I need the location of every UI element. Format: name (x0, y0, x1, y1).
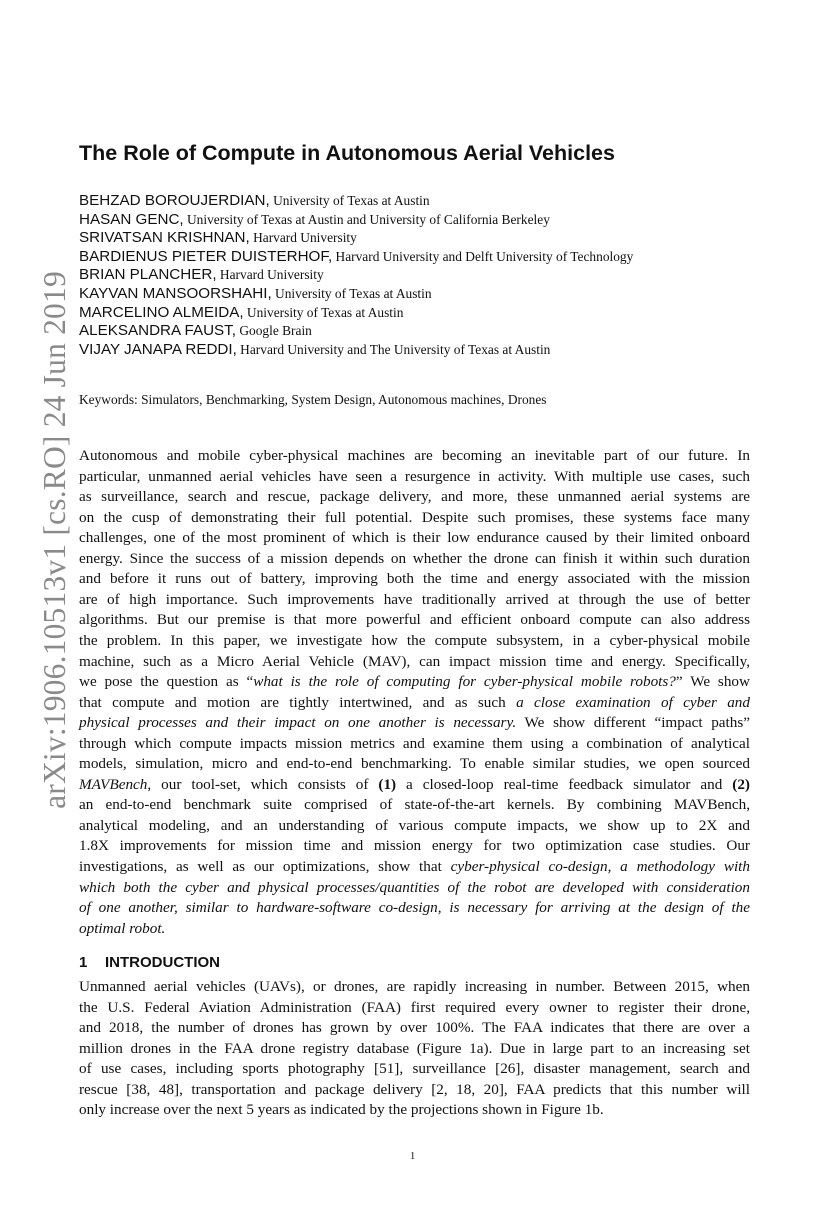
abstract-text: as surveillance, search and rescue, package delivery, and more, these unmanned aerial systems are (79, 488, 750, 506)
keywords: Keywords: Simulators, Benchmarking, System Design, Autonomous machines, Drones (79, 392, 547, 407)
abstract-line (79, 652, 750, 672)
abstract-line (79, 836, 750, 856)
author-affiliation: Harvard University and The University of Texas at Austin (236, 341, 551, 357)
abstract-text: , our tool-set, which consists of (147, 775, 379, 793)
abstract-line (79, 919, 750, 939)
abstract-line (79, 816, 750, 836)
abstract-text: (1) (378, 775, 397, 793)
author-entry (79, 285, 633, 304)
abstract-text: MAVBench (79, 775, 148, 793)
abstract-line (79, 528, 750, 548)
page-number: 1 (410, 1151, 416, 1162)
abstract-text: what is the role of computing for cyber-physical mobile robots? (253, 673, 676, 691)
abstract-text: Autonomous and mobile cyber-physical machines are becoming an inevitable part of our future. In (79, 447, 750, 464)
intro-line: of use cases, including sports photography [51], surveillance [26], disaster management, search and (79, 1060, 750, 1078)
section-number: 1 (79, 954, 88, 971)
abstract-text: models, simulation, micro and end-to-end benchmarking. To enable similar studies, we open sourced (79, 755, 750, 773)
abstract-text: ” We show (675, 673, 750, 691)
author-entry (79, 266, 633, 285)
abstract-text: on the cusp of demonstrating their full potential. Despite such promises, these systems face many (79, 508, 750, 526)
abstract-line (79, 569, 750, 589)
author-entry (79, 304, 633, 323)
abstract-line (79, 795, 750, 815)
author-name: ALEKSANDRA FAUST, (79, 322, 236, 340)
author-affiliation: Harvard University and Delft University of Technology (332, 248, 634, 264)
author-entry (79, 229, 633, 248)
abstract-text: which both the cyber and physical processes/quantities of the robot are developed with consideration (79, 878, 750, 896)
abstract-line (79, 857, 750, 877)
abstract-text: physical processes and their impact on one another is necessary. (79, 714, 517, 732)
author-affiliation: University of Texas at Austin (243, 304, 404, 320)
author-entry (79, 192, 633, 211)
abstract-text: (2) (732, 775, 750, 793)
author-affiliation: Harvard University (216, 267, 324, 283)
author-name: BARDIENUS PIETER DUISTERHOF, (79, 247, 333, 265)
author-affiliation: University of Texas at Austin and University of California Berkeley (183, 211, 550, 227)
abstract-line (79, 467, 750, 487)
abstract-text: that compute and motion are tightly intertwined, and as such (79, 693, 517, 711)
abstract-line (79, 508, 750, 528)
intro-line: Unmanned aerial vehicles (UAVs), or drones, are rapidly increasing in number. Between 2015, when (79, 978, 750, 995)
author-name: HASAN GENC, (79, 210, 184, 228)
abstract-text: optimal robot. (79, 919, 166, 937)
author-affiliation: University of Texas at Austin (269, 193, 430, 208)
arxiv-identifier: arXiv:1906.10513v1 [cs.RO] 24 Jun 2019 (37, 271, 72, 809)
intro-line: million drones in the FAA drone registry database (Figure 1a). Due in large part to an increasing set (79, 1039, 750, 1057)
section-title: INTRODUCTION (105, 954, 220, 971)
abstract-text: We show different “impact paths” (516, 714, 750, 732)
abstract-text: machine, such as a Micro Aerial Vehicle (MAV), can impact mission time and energy. Specifically, (79, 652, 750, 670)
abstract-text: 1.8X improvements for mission time and mission energy for two optimization case studies. Our (79, 837, 750, 855)
abstract-line (79, 754, 750, 774)
abstract-line (79, 693, 750, 713)
author-affiliation: University of Texas at Austin (271, 285, 432, 301)
abstract-text: cyber-physical co-design, a methodology with (450, 858, 750, 875)
intro-line: only increase over the next 5 years as indicated by the projections shown in Figure 1b. (79, 1101, 604, 1119)
abstract-line (79, 672, 750, 692)
abstract-line (79, 590, 750, 610)
abstract-line (79, 487, 750, 507)
abstract-line (79, 713, 750, 733)
abstract-text: challenges, one of the most prominent of which is their low endurance caused by their limited onboard (79, 529, 750, 547)
author-name: SRIVATSAN KRISHNAN, (79, 229, 250, 247)
intro-line: and 2018, the number of drones has grown by over 100%. The FAA indicates that there are over a (79, 1019, 750, 1037)
abstract-line (79, 549, 750, 569)
abstract-text: particular, unmanned aerial vehicles have seen a resurgence in activity. With multiple use cases, such (79, 467, 750, 485)
abstract-text: a close examination of cyber and (516, 693, 750, 711)
abstract-text: investigations, as well as our optimizations, show that (79, 858, 451, 875)
author-list (79, 192, 633, 359)
abstract-text: the problem. In this paper, we investigate how the compute subsystem, in a cyber-physical mobile (79, 631, 750, 649)
author-name: KAYVAN MANSOORSHAHI, (79, 284, 272, 302)
abstract-line (79, 631, 750, 651)
abstract-text: a closed-loop real-time feedback simulator and (396, 775, 733, 793)
author-affiliation: Harvard University (249, 230, 357, 246)
abstract-text: energy. Since the success of a mission depends on whether the drone can finish it within such duration (79, 549, 750, 567)
section-heading (79, 954, 220, 971)
abstract-text: we pose the question as “ (79, 673, 254, 691)
abstract-text: an end-to-end benchmark suite comprised of state-of-the-art kernels. By combining MAVBench, (79, 796, 750, 814)
author-entry (79, 211, 633, 230)
abstract-text: algorithms. But our premise is that more powerful and efficient onboard compute can also address (79, 611, 750, 629)
author-name: MARCELINO ALMEIDA, (79, 303, 244, 321)
abstract-line (79, 878, 750, 898)
author-name: VIJAY JANAPA REDDI, (79, 340, 237, 358)
author-entry (79, 322, 633, 341)
abstract-line (79, 610, 750, 630)
abstract-text: are of high importance. Such improvements have traditionally arrived at through the use of better (79, 590, 750, 608)
author-name: BRIAN PLANCHER, (79, 266, 217, 284)
abstract-text: through which compute impacts mission metrics and examine them using a combination of analytical (79, 734, 750, 752)
abstract-line (79, 446, 750, 466)
abstract-line (79, 775, 750, 795)
abstract-line (79, 898, 750, 918)
author-affiliation: Google Brain (236, 323, 312, 339)
intro-line: rescue [38, 48], transportation and package delivery [2, 18, 20], FAA predicts that this number will (79, 1080, 750, 1098)
abstract-text: of one another, similar to hardware-software co-design, is necessary for arriving at the design of the (79, 899, 750, 917)
intro-line: the U.S. Federal Aviation Administration (FAA) first required every owner to register their drone, (79, 998, 750, 1016)
author-name: BEHZAD BOROUJERDIAN, (79, 192, 270, 209)
author-entry (79, 248, 633, 267)
paper-title: The Role of Compute in Autonomous Aerial Vehicles (79, 141, 615, 165)
abstract-text: analytical modeling, and an understanding of various compute impacts, we show up to 2X and (79, 816, 750, 834)
abstract-text: and before it runs out of battery, improving both the time and energy associated with the mission (79, 570, 750, 588)
author-entry (79, 341, 633, 360)
abstract-line (79, 734, 750, 754)
